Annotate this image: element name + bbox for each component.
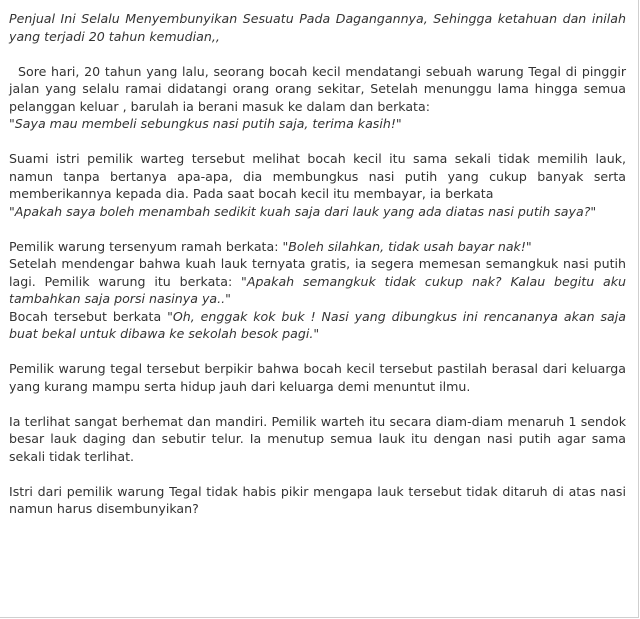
paragraph-8: Istri dari pemilik warung Tegal tidak habis pikir mengapa lauk tersebut tidak ditaruh di atas nasi namun harus disembunyikan? (9, 483, 626, 516)
spacer (9, 343, 626, 361)
paragraph-4 (9, 255, 626, 308)
spacer (9, 465, 626, 483)
paragraph-4-text: Setelah mendengar bahwa kuah lauk ternyata gratis, ia segera memesan semangkuk nasi putih lagi. Pemilik warung itu berkata: (9, 256, 626, 289)
paragraph-3 (9, 238, 626, 256)
article-body (9, 10, 626, 518)
paragraph-4-quote: "Apakah semangkuk tidak cukup nak? Kalau begitu aku tambahkan saja porsi nasinya ya.." (9, 273, 627, 306)
paragraph-2-quote: "Apakah saya boleh menambah sedikit kuah saja dari lauk yang ada diatas nasi putih saya?" (9, 203, 597, 219)
paragraph-6: Pemilik warung tegal tersebut berpikir bahwa bocah kecil tersebut pastilah berasal dari keluarga yang kurang mampu serta hidup jauh dari keluarga demi menuntut ilmu. (9, 361, 626, 394)
paragraph-7: Ia terlihat sangat berhemat dan mandiri. Pemilik warteh itu secara diam-diam menaruh 1 sendok besar lauk daging dan sebutir telur. Ia menutup semua lauk itu dengan nasi putih agar sama sekali tidak terlihat. (9, 413, 626, 464)
paragraph-3-quote: "Boleh silahkan, tidak usah bayar nak!" (282, 238, 532, 254)
spacer (9, 395, 626, 413)
paragraph-5 (9, 308, 626, 343)
paragraph-2 (9, 150, 626, 220)
intro-paragraph: Penjual Ini Selalu Menyembunyikan Sesuatu Pada Dagangannya, Sehingga ketahuan dan inilah yang terjadi 20 tahun kemudian,, (9, 11, 626, 44)
spacer (9, 45, 626, 63)
spacer (9, 133, 626, 151)
paragraph-3-text: Pemilik warung tersenyum ramah berkata: (9, 238, 283, 254)
paragraph-2-text: Suami istri pemilik warteg tersebut melihat bocah kecil itu sama sekali tidak memilih lauk, namun tanpa bertanya apa-apa, dia membungkus nasi putih yang cukup banyak serta memberikannya kepada dia. Pada saat bocah kecil itu membayar, ia berkata (9, 151, 626, 201)
paragraph-5-text: Bocah tersebut berkata (9, 308, 168, 324)
paragraph-1-text: Sore hari, 20 tahun yang lalu, seorang bocah kecil mendatangi sebuah warung Tegal di pinggir jalan yang selalu ramai didatangi orang orang sekitar, Setelah menunggu lama hingga semua pelanggan keluar , barulah ia berani masuk ke dalam dan berkata: (9, 63, 626, 114)
paragraph-1 (9, 63, 626, 133)
paragraph-1-quote: "Saya mau membeli sebungkus nasi putih saja, terima kasih!" (9, 116, 402, 131)
spacer (9, 220, 626, 238)
paragraph-5-quote: "Oh, enggak kok buk ! Nasi yang dibungkus ini rencananya akan saja buat bekal untuk dibawa ke sekolah besok pagi." (9, 308, 626, 341)
